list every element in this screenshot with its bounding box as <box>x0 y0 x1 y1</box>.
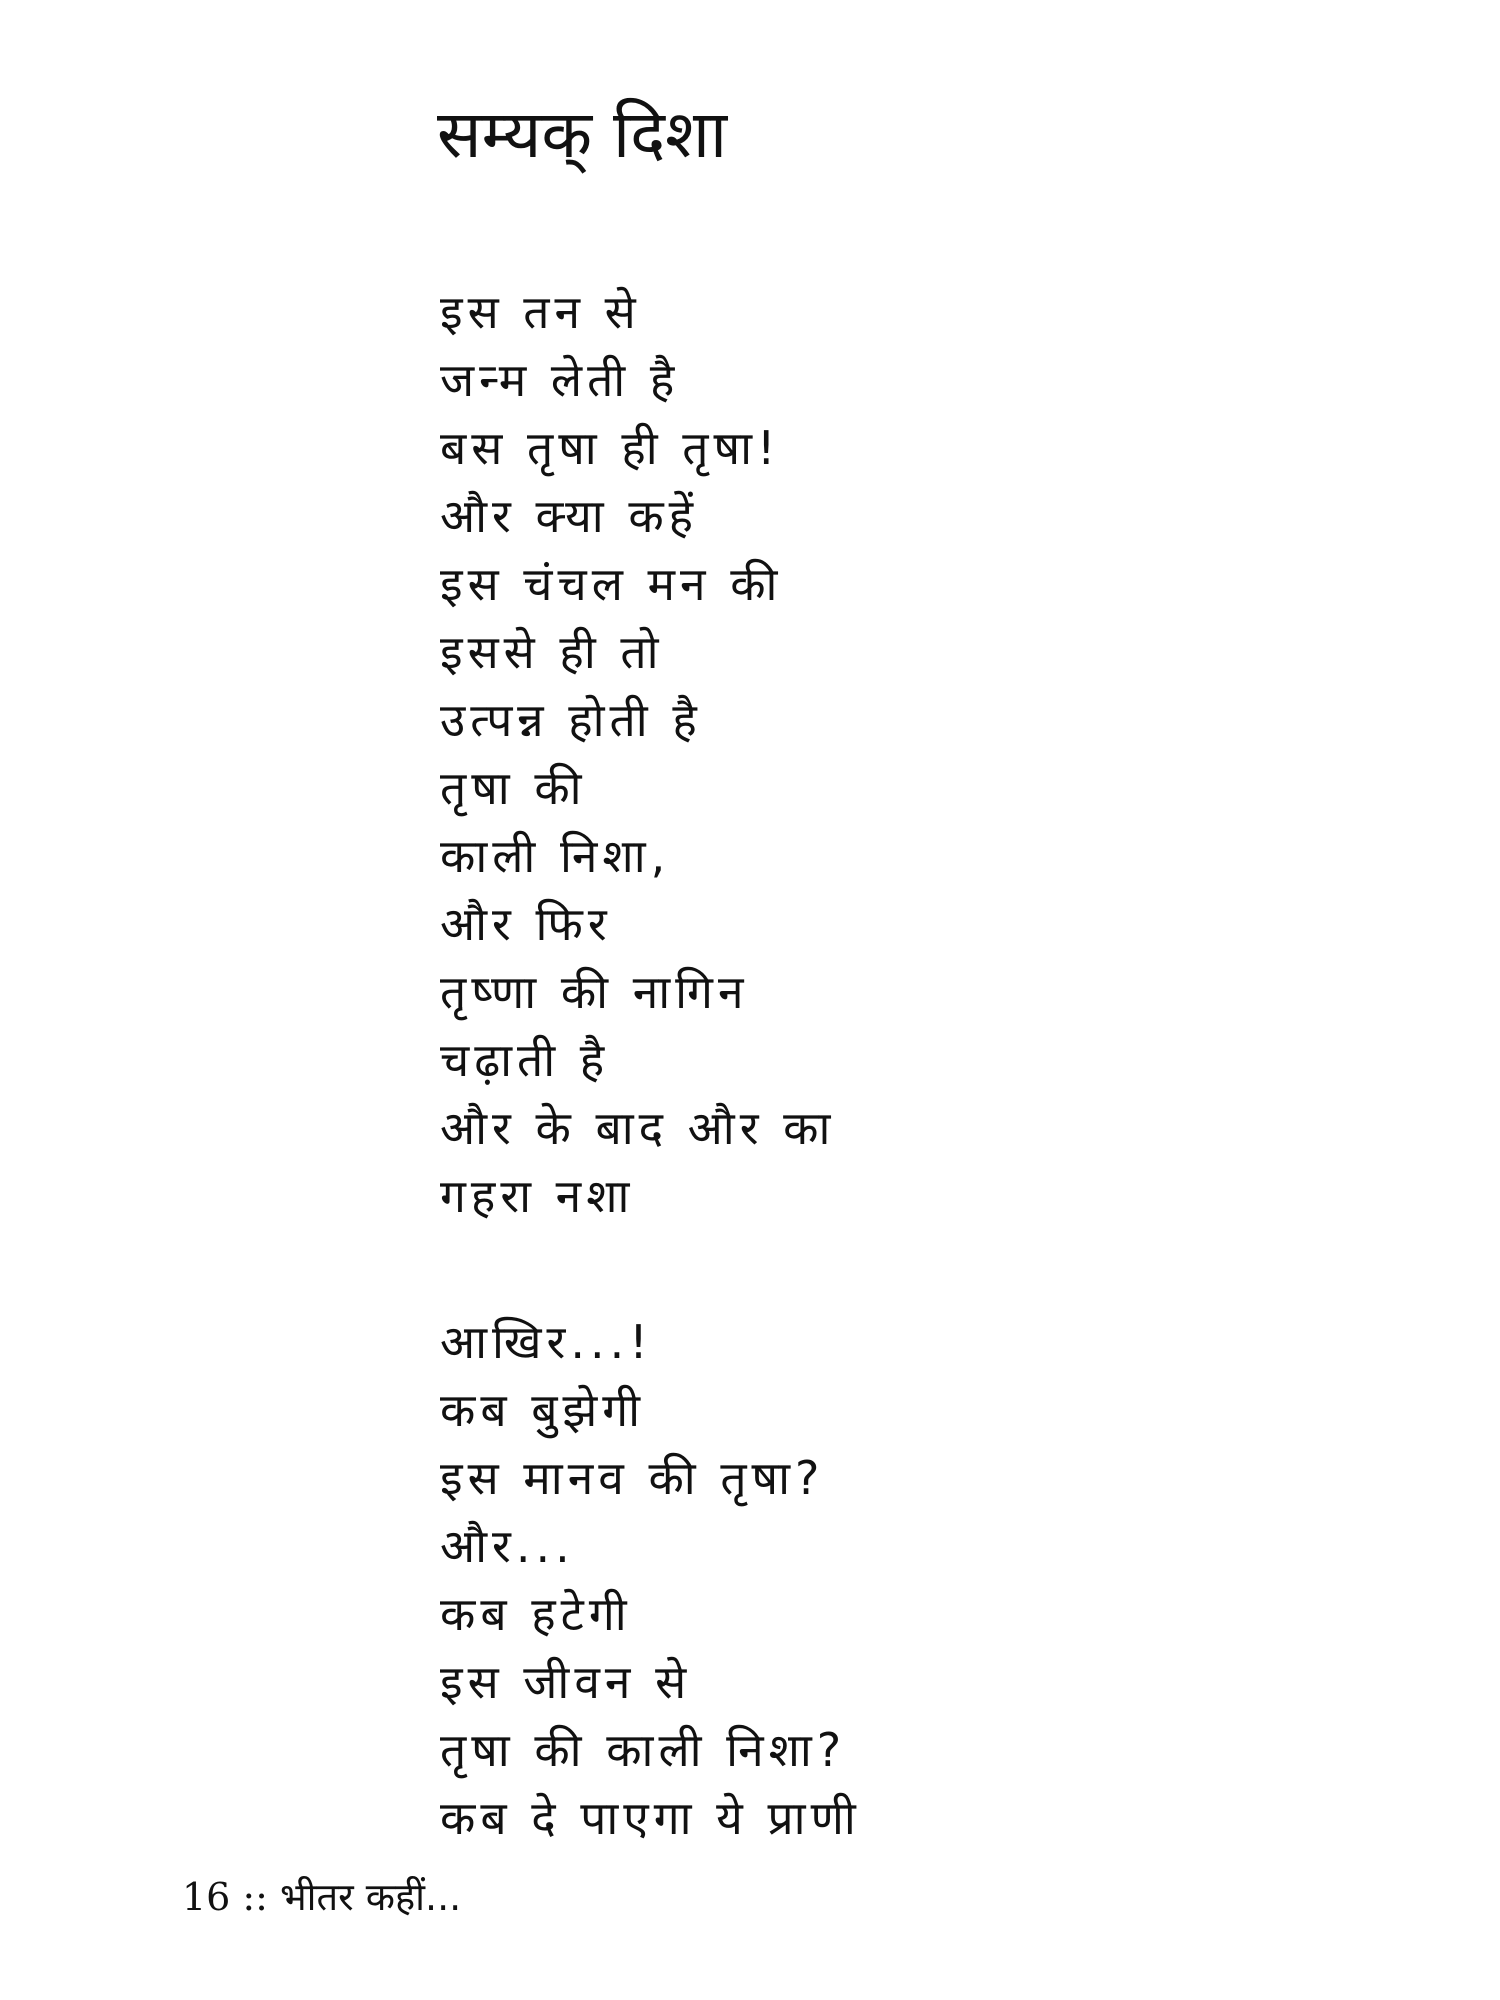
verse-line: और फिर <box>440 897 612 951</box>
verse-line: कब बुझेगी <box>440 1383 646 1437</box>
page-footer <box>182 1875 461 1921</box>
verse-line: बस तृषा ही तृषा! <box>440 421 781 475</box>
page-title: सम्यक् दिशा <box>437 96 728 173</box>
verse-line: आखिर...! <box>440 1315 653 1369</box>
verse-line: काली निशा, <box>440 829 671 883</box>
verse-line: इससे ही तो <box>440 625 664 679</box>
stanza-2 <box>440 1308 861 1852</box>
verse-line: तृष्णा की नागिन <box>440 965 749 1019</box>
stanza-1 <box>440 278 835 1230</box>
verse-line: तृषा की <box>440 761 587 815</box>
verse-line: और क्या कहें <box>440 489 699 543</box>
verse-line: कब हटेगी <box>440 1587 632 1641</box>
verse-line: और... <box>440 1519 575 1573</box>
verse-line: गहरा नशा <box>440 1169 635 1223</box>
page-number: 16 <box>182 1875 231 1919</box>
book-title: भीतर कहीं... <box>279 1875 462 1919</box>
verse-line: इस जीवन से <box>440 1655 692 1709</box>
verse-line: इस मानव की तृषा? <box>440 1451 825 1505</box>
footer-separator: :: <box>242 1875 268 1919</box>
verse-line: जन्म लेती है <box>440 353 680 407</box>
verse-line: इस तन से <box>440 285 641 339</box>
verse-line: उत्पन्न होती है <box>440 693 702 747</box>
verse-line: कब दे पाएगा ये प्राणी <box>440 1791 861 1845</box>
verse-line: तृषा की काली निशा? <box>440 1723 847 1777</box>
verse-line: इस चंचल मन की <box>440 557 783 611</box>
verse-line: चढ़ाती है <box>440 1033 610 1087</box>
verse-line: और के बाद और का <box>440 1101 836 1155</box>
